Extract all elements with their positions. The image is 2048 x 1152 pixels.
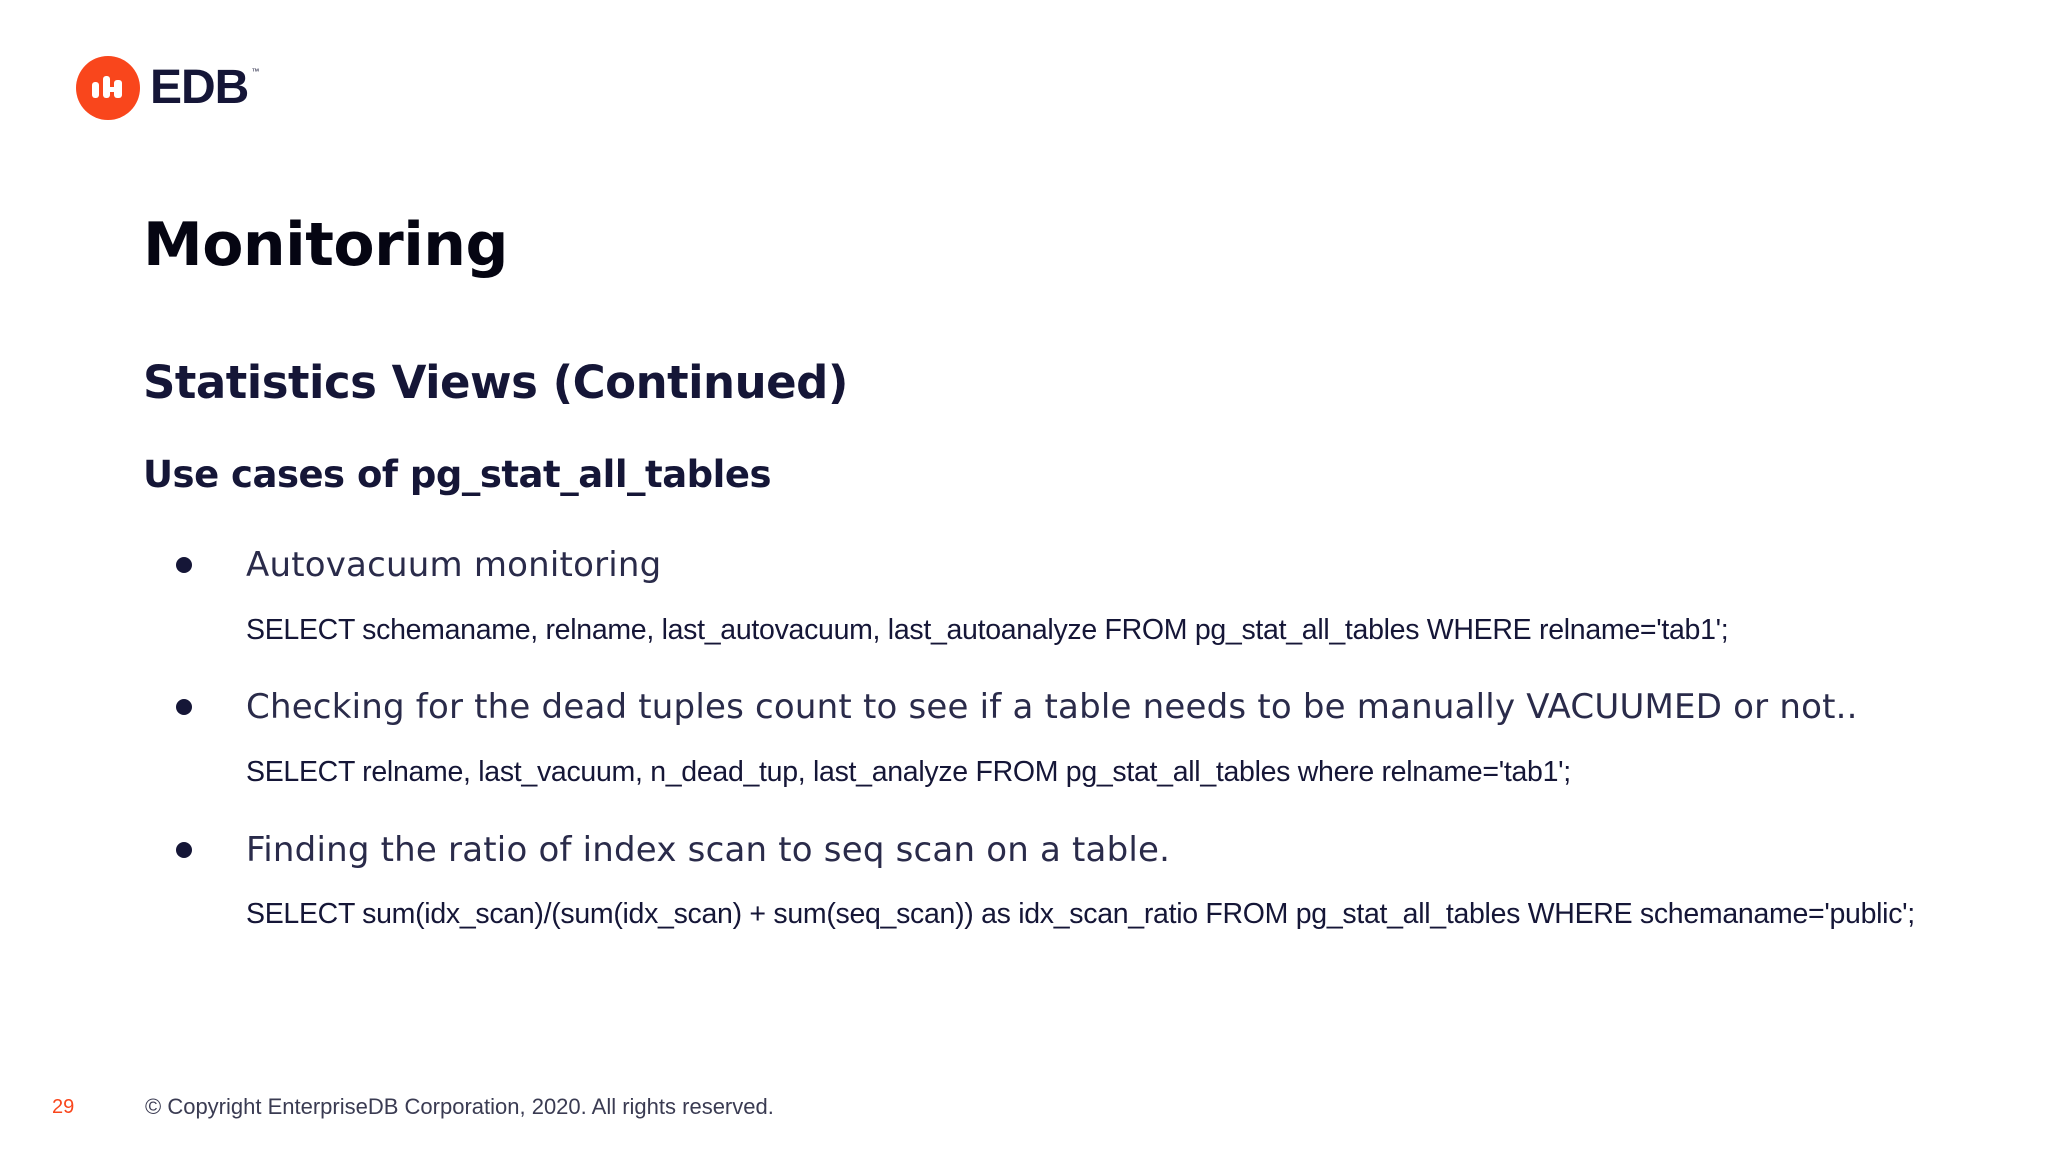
bullet-dot-icon — [176, 842, 192, 858]
slide-title: Monitoring — [143, 210, 508, 280]
copyright-notice: © Copyright EnterpriseDB Corporation, 2020. All rights reserved. — [145, 1094, 774, 1119]
page-number: 29 — [52, 1096, 75, 1118]
bullet-dot-icon — [176, 699, 192, 715]
bullet-dot-icon — [176, 557, 192, 573]
bullet-text: Finding the ratio of index scan to seq scan on a table. — [246, 830, 1171, 870]
edb-logo-wordmark: EDB ™ — [150, 61, 259, 114]
bullet-item — [176, 682, 1858, 732]
bullet-text: Autovacuum monitoring — [246, 545, 662, 585]
section-heading: Use cases of pg_stat_all_tables — [143, 453, 771, 496]
sql-query: SELECT schemaname, relname, last_autovacuum, last_autoanalyze FROM pg_stat_all_tables WHERE relname='tab1'; — [246, 614, 1729, 646]
bullet-item — [176, 825, 1171, 875]
sql-query: SELECT sum(idx_scan)/(sum(idx_scan) + sum(seq_scan)) as idx_scan_ratio FROM pg_stat_all_tables WHERE schemaname='public'; — [246, 898, 1915, 930]
edb-logo — [76, 56, 259, 120]
bullet-item — [176, 540, 662, 590]
edb-logo-icon — [76, 56, 140, 120]
bullet-text: Checking for the dead tuples count to see if a table needs to be manually VACUUMED or not.. — [246, 687, 1858, 727]
slide-subtitle: Statistics Views (Continued) — [143, 356, 848, 409]
sql-query: SELECT relname, last_vacuum, n_dead_tup, last_analyze FROM pg_stat_all_tables where relname='tab1'; — [246, 756, 1571, 788]
